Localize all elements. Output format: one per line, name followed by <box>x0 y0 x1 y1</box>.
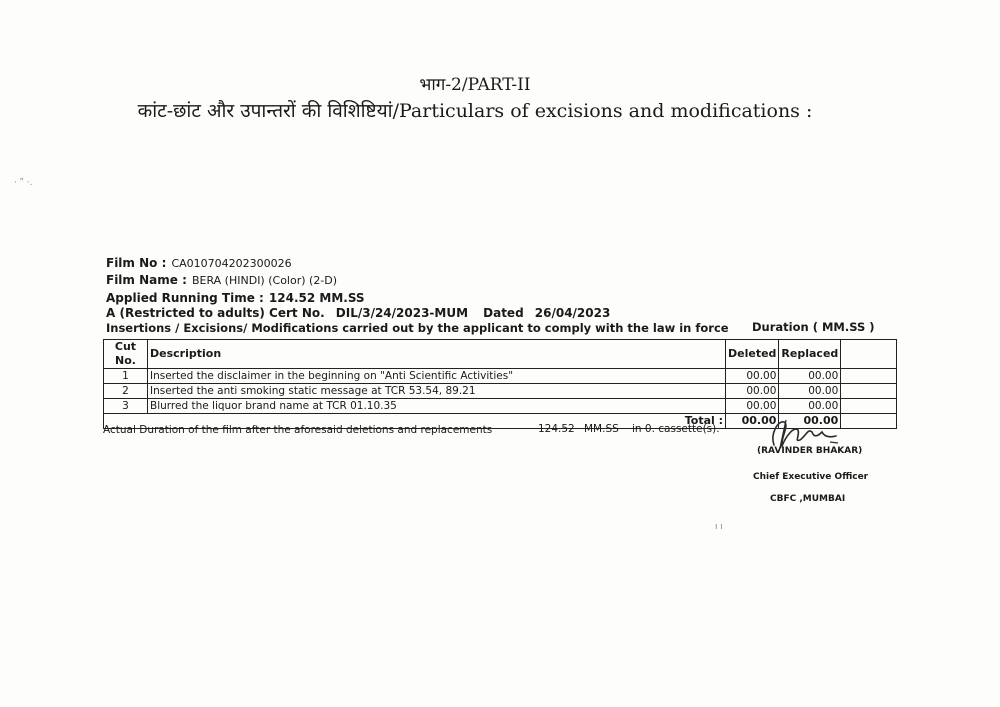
replaced-header: Replaced <box>779 340 841 369</box>
total-replaced: 00.00 <box>779 414 841 429</box>
duration-label: Duration ( MM.SS ) <box>752 320 875 334</box>
cert-no: DIL/3/24/2023-MUM <box>335 306 469 320</box>
part-heading: भाग-2/PART-II <box>419 75 531 95</box>
signatory-designation: Chief Executive Officer <box>753 472 869 482</box>
running-time-label: Applied Running Time : <box>106 291 264 305</box>
blank-cell <box>841 369 897 384</box>
cut-no: 2 <box>104 384 148 399</box>
total-label: Total : <box>104 414 726 429</box>
signatory-office: CBFC ,MUMBAI <box>770 494 846 504</box>
dated-value: 26/04/2023 <box>534 306 611 320</box>
blank-cell <box>841 340 897 369</box>
deleted-header: Deleted <box>726 340 779 369</box>
cut-no: 3 <box>104 399 148 414</box>
signatory-name: (RAVINDER BHAKAR) <box>757 446 863 456</box>
film-name-value: BERA (HINDI) (Color) (2-D) <box>191 274 338 287</box>
table-row <box>104 369 897 384</box>
total-deleted: 00.00 <box>726 414 779 429</box>
table-row <box>104 384 897 399</box>
scan-speck: · ʺ ·. <box>14 178 33 188</box>
running-time-value: 124.52 MM.SS <box>268 291 365 305</box>
actual-duration-unit: MM.SS <box>584 423 619 435</box>
cut-no: 1 <box>104 369 148 384</box>
deleted-value: 00.00 <box>726 384 779 399</box>
table-header-row <box>104 340 897 369</box>
deleted-value: 00.00 <box>726 399 779 414</box>
replaced-value: 00.00 <box>779 399 841 414</box>
film-no-label: Film No : <box>106 256 167 270</box>
cert-line <box>106 302 610 321</box>
actual-duration-label: Actual Duration of the film after the aforesaid deletions and replacements <box>103 424 493 436</box>
deleted-value: 00.00 <box>726 369 779 384</box>
cert-label: A (Restricted to adults) Cert No. <box>106 306 325 320</box>
description: Inserted the anti smoking static message at TCR 53.54, 89.21 <box>148 384 726 399</box>
description: Inserted the disclaimer in the beginning on "Anti Scientific Activities" <box>148 369 726 384</box>
film-no-value: CA010704202300026 <box>171 257 292 270</box>
film-name-line <box>106 269 337 288</box>
blank-cell <box>841 399 897 414</box>
page-title: कांट-छांट और उपान्तरों की विशिष्टियां/Particulars of excisions and modifications : <box>137 100 813 122</box>
film-name-label: Film Name : <box>106 273 187 287</box>
blank-cell <box>841 384 897 399</box>
replaced-value: 00.00 <box>779 369 841 384</box>
description-header: Description <box>148 340 726 369</box>
description: Blurred the liquor brand name at TCR 01.10.35 <box>148 399 726 414</box>
blank-cell <box>841 414 897 429</box>
cut-no-header: Cut No. <box>104 340 148 369</box>
dated-label: Dated <box>483 306 524 320</box>
scan-speck: ı ı <box>715 522 723 532</box>
insertions-label: Insertions / Excisions/ Modifications carried out by the applicant to comply with the law in force <box>106 321 729 335</box>
actual-duration-value: 124.52 <box>538 423 575 435</box>
cassette-count: in 0. cassette(s). <box>632 423 720 435</box>
replaced-value: 00.00 <box>779 384 841 399</box>
